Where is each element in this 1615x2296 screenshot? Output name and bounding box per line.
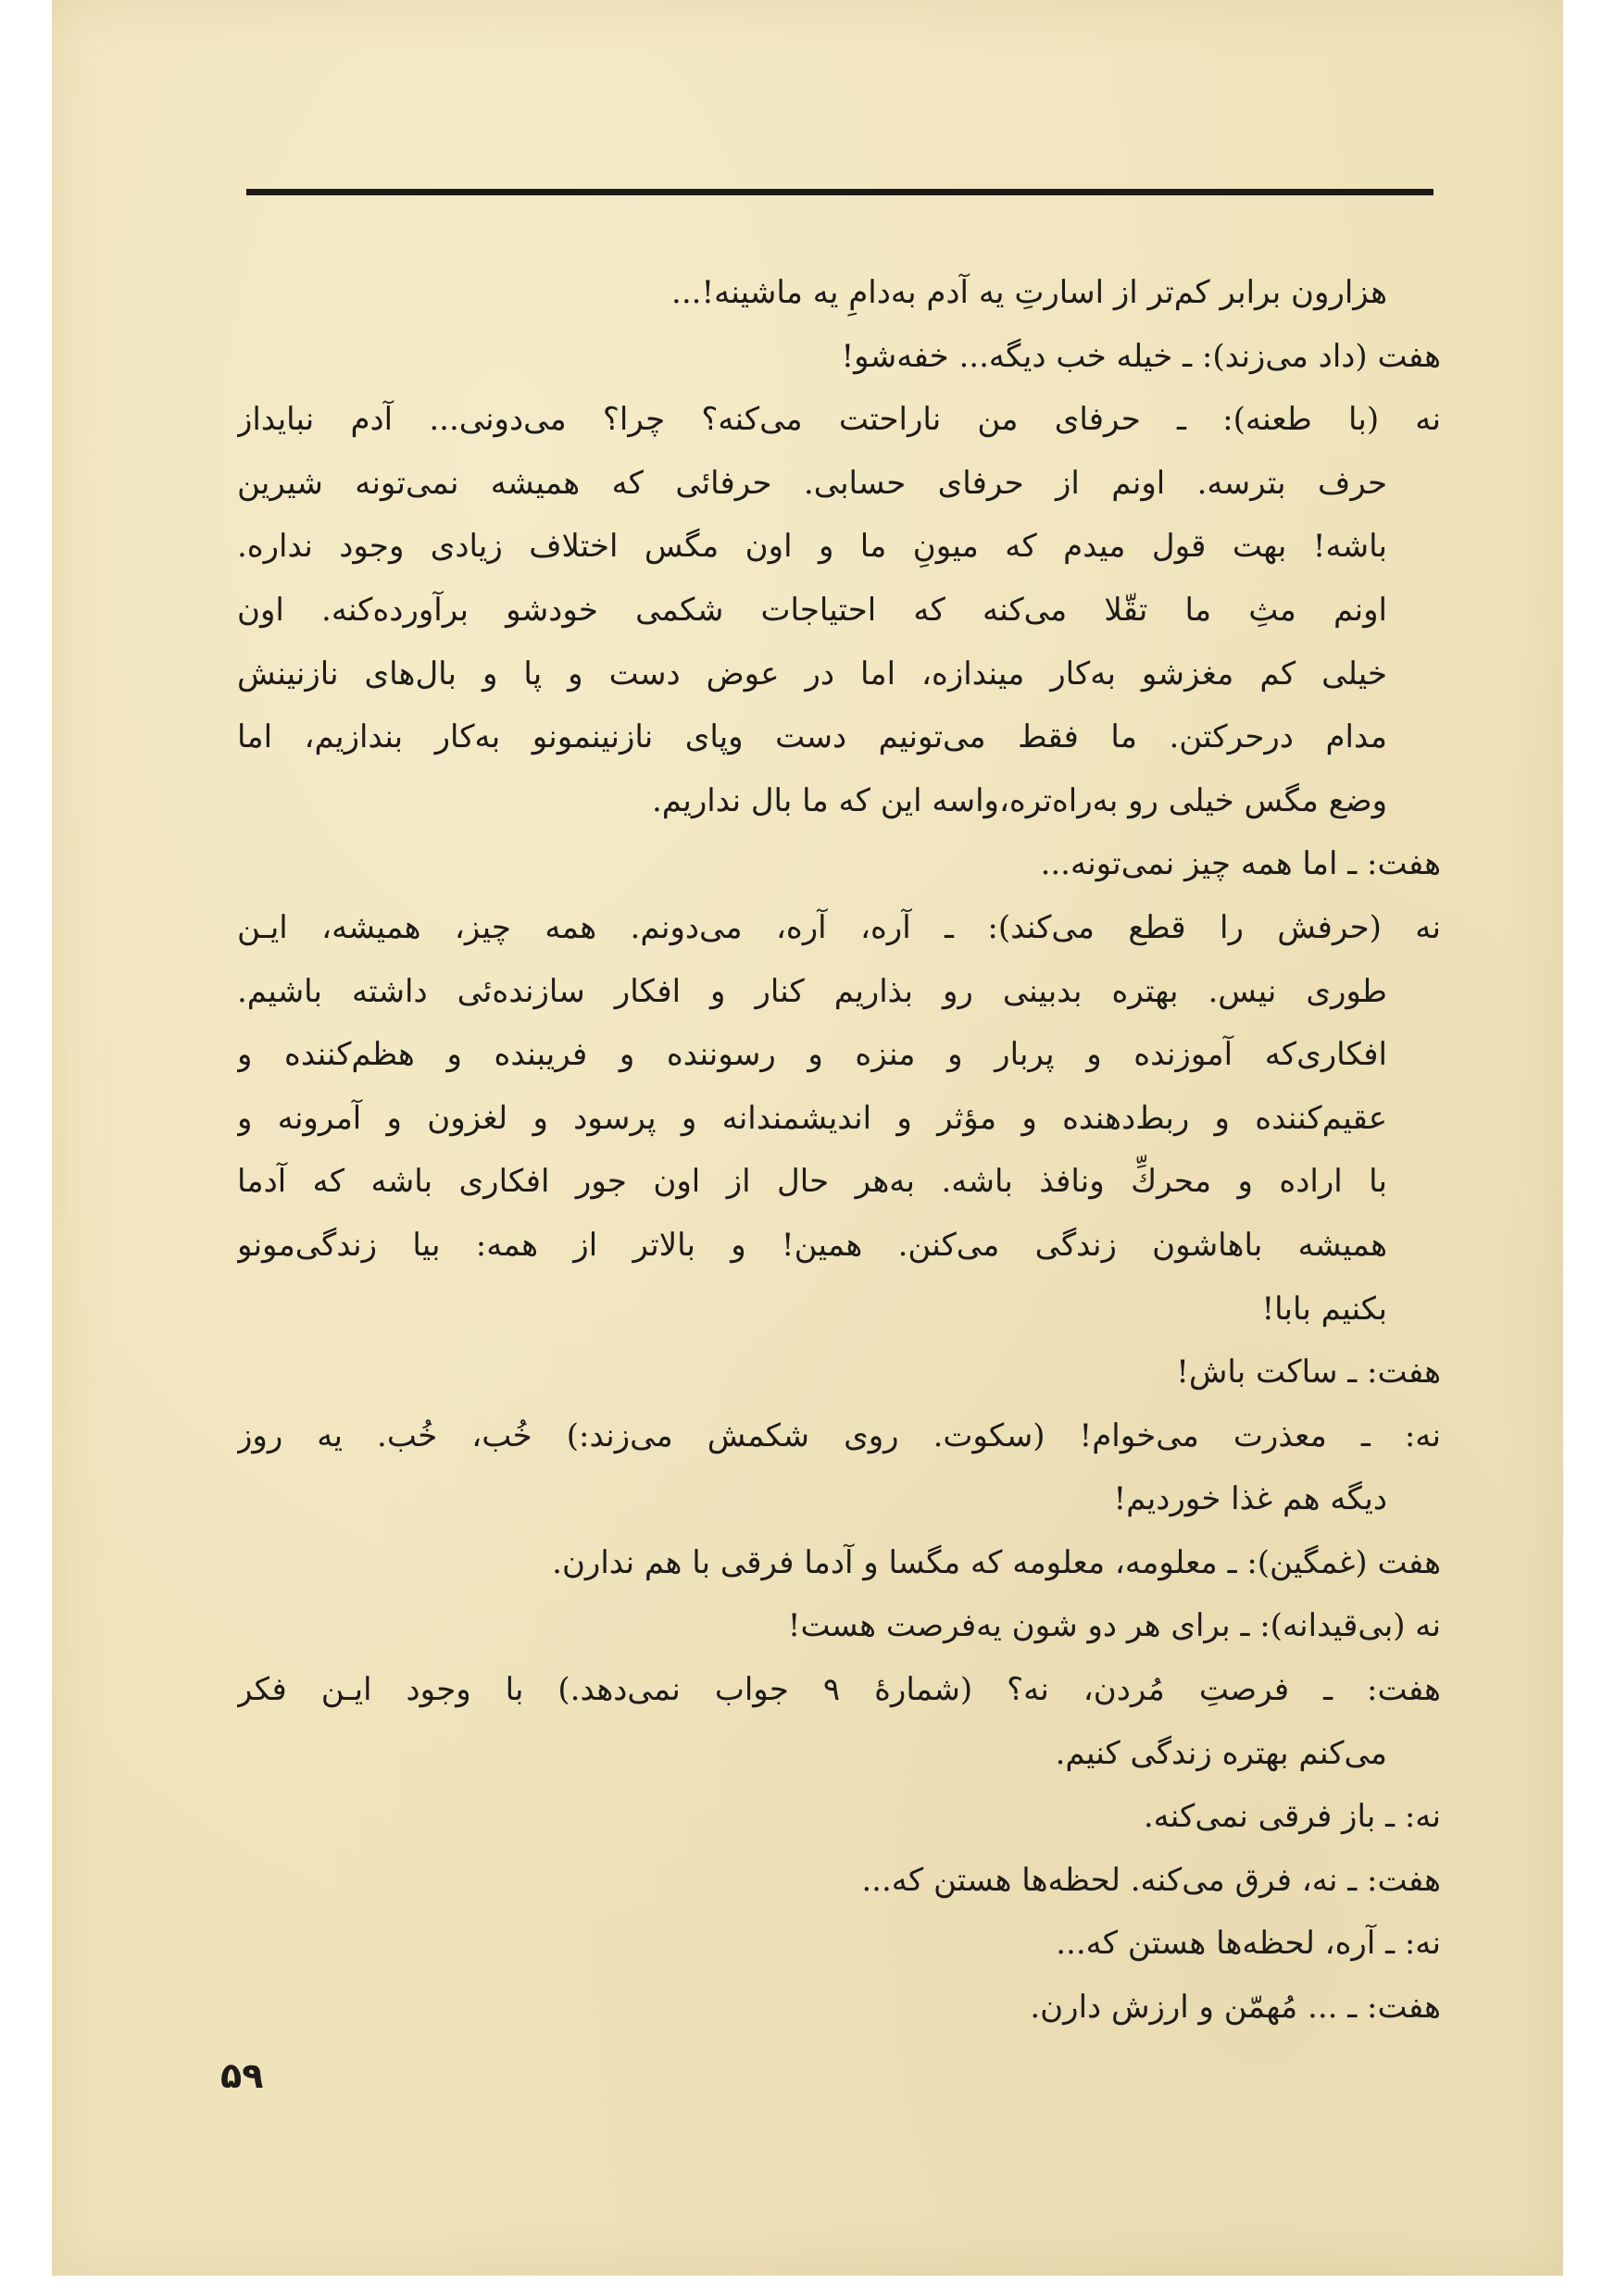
- text-line: هفت: ـ ساکت باش!: [1176, 1354, 1441, 1391]
- text-line: بکنیم بابا!: [1261, 1290, 1387, 1328]
- text-line: باشه! بهت قول میدم که میونِ ما و اون مگس اختلاف زیادی وجود نداره.: [237, 528, 1387, 566]
- text-line: نه (بی‌قیدانه): ـ برای هر دو شون یه‌فرصت هست!: [787, 1607, 1441, 1645]
- text-line: حرف بترسه. اونم از حرفای حسابی. حرفائی که همیشه نمی‌تونه شیرین: [237, 464, 1387, 502]
- text-line: همیشه باهاشون زندگی می‌کنن. همین! و بالاتر از همه: بیا زندگی‌مونو: [237, 1226, 1387, 1264]
- text-line: می‌کنم بهتره زندگی کنیم.: [1055, 1734, 1387, 1772]
- book-page: [52, 0, 1563, 2276]
- text-line: دیگه هم غذا خوردیم!: [1113, 1480, 1387, 1518]
- text-line: هفت: ـ فرصتِ مُردن، نه؟ (شمارهٔ ۹ جواب نمی‌دهد.) با وجود ایـن فکر: [237, 1671, 1441, 1709]
- text-line: اونم مثِ ما تقّلا می‌کنه که احتیاجات شکمی خودشو برآورده‌کنه. اون: [237, 591, 1387, 629]
- text-line: وضع مگس خیلی رو به‌راه‌تره،واسه این که ما بال نداریم.: [651, 781, 1387, 819]
- text-line: هزارون برابر کم‌تر از اسارتِ یه آدم به‌دامِ یه ماشینه!...: [671, 274, 1387, 311]
- text-line: خیلی کم مغزشو به‌کار میندازه، اما در عوض دست و پا و بال‌های نازنینش: [237, 655, 1387, 693]
- dialogue-text: [237, 261, 1441, 2040]
- text-line: هفت (غمگین): ـ معلومه، معلومه که مگسا و آدما فرقی با هم ندارن.: [552, 1543, 1441, 1581]
- text-line: نه: ـ معذرت می‌خوام! (سکوت. روی شکمش می‌زند:) خُب، خُب. یه روز: [237, 1416, 1441, 1454]
- text-line: عقیم‌کننده و ربط‌دهنده و مؤثر و اندیشمندانه و پرسود و لغزون و آمرونه و: [237, 1099, 1387, 1137]
- text-line: نه: ـ آره، لحظه‌ها هستن که...: [1056, 1925, 1441, 1963]
- page-number: ۵۹: [220, 2055, 264, 2096]
- text-line: هفت: ـ اما همه چیز نمی‌تونه...: [1040, 845, 1441, 883]
- text-line: مدام درحرکتن. ما فقط می‌تونیم دست وپای نازنینمونو به‌کار بندازیم، اما: [237, 718, 1387, 756]
- text-line: طوری نیس. بهتره بدبینی رو بذاریم کنار و افکار سازنده‌ئی داشته باشیم.: [237, 972, 1387, 1010]
- text-line: نه (حرفش را قطع می‌کند): ـ آره، آره، می‌دونم. همه چیز، همیشه، ایـن: [237, 908, 1441, 946]
- text-line: هفت (داد می‌زند): ـ خیله خب دیگه... خفه‌شو!: [841, 337, 1441, 375]
- text-line: افکاری‌که آموزنده و پربار و منزه و رسوننده و فریبنده و هظم‌کننده و: [237, 1036, 1387, 1074]
- text-line: با اراده و محركِّ ونافذ باشه. به‌هر حال از اون جور افکاری باشه که آدما: [237, 1163, 1387, 1201]
- text-line: نه (با طعنه): ـ حرفای من ناراحتت می‌کنه؟ چرا؟ می‌دونی... آدم نبایداز: [237, 401, 1441, 439]
- text-line: هفت: ـ ... مُهمّن و ارزش دارن.: [1030, 1989, 1441, 2027]
- header-rule: [246, 189, 1433, 195]
- text-line: هفت: ـ نه، فرق می‌کنه. لحظه‌ها هستن که...: [861, 1861, 1441, 1899]
- text-line: نه: ـ باز فرقی نمی‌کنه.: [1143, 1798, 1441, 1836]
